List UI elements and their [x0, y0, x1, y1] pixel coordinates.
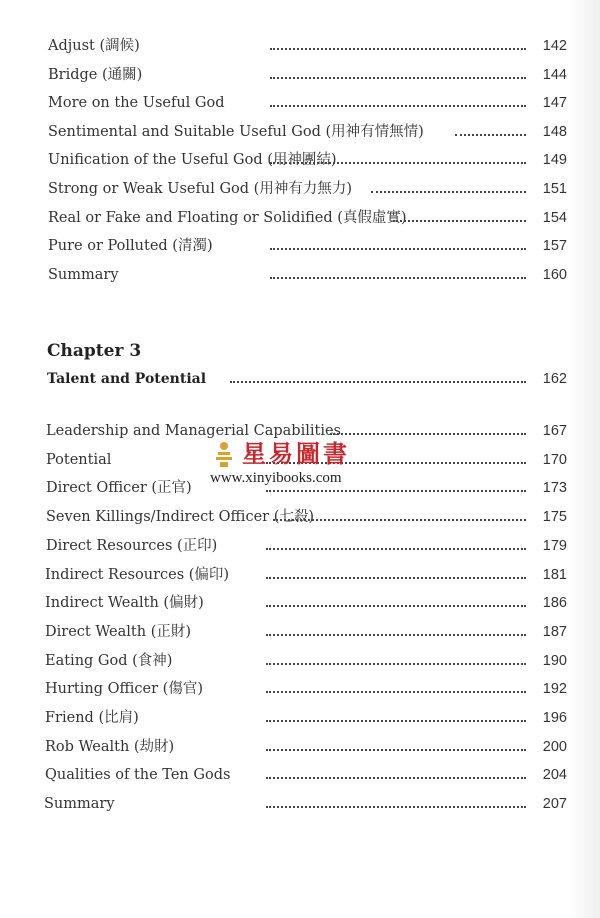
toc-entry-page: 157: [542, 238, 567, 254]
dot-leader: [371, 191, 526, 193]
dot-leader: [266, 806, 526, 808]
dot-leader: [266, 634, 526, 636]
chapter-title-entry: [0, 366, 600, 392]
toc-entry-page: 192: [542, 681, 567, 697]
toc-entry-page: 187: [542, 624, 567, 640]
dot-leader: [266, 749, 526, 751]
toc-entry: [0, 33, 600, 59]
toc-entry-title: Rob Wealth (劫財): [45, 739, 175, 755]
toc-entry-title: Pure or Polluted (清濁): [48, 238, 213, 254]
toc-entry: [0, 233, 600, 259]
toc-entry-title: Direct Officer (正官): [46, 480, 192, 496]
chapter-number: Chapter 3: [47, 341, 142, 361]
dot-leader: [266, 777, 526, 779]
toc-entry-page: 144: [542, 67, 567, 83]
toc-entry-page: 186: [542, 595, 567, 611]
toc-entry-title: Qualities of the Ten Gods: [45, 767, 231, 783]
dot-leader: [270, 105, 526, 107]
toc-entry-page: 190: [542, 653, 567, 669]
toc-entry-page: 160: [542, 267, 567, 283]
toc-entry-page: 147: [542, 95, 567, 111]
toc-entry-page: 148: [542, 124, 567, 140]
toc-entry-title: Direct Wealth (正財): [45, 624, 192, 640]
toc-entry: [0, 504, 600, 530]
toc-entry: [0, 734, 600, 760]
toc-entry-title: Seven Killings/Indirect Officer (七殺): [46, 509, 315, 525]
toc-entry: [0, 147, 600, 173]
toc-entry-title: Indirect Resources (偏印): [45, 567, 230, 583]
toc-entry-page: 200: [542, 739, 567, 755]
toc-entry: [0, 648, 600, 674]
toc-entry: [0, 533, 600, 559]
dot-leader: [266, 720, 526, 722]
toc-entry-page: 162: [542, 371, 567, 387]
toc-entry-title: Talent and Potential: [47, 371, 207, 387]
dot-leader: [273, 519, 526, 521]
dot-leader: [270, 77, 526, 79]
toc-entry-page: 204: [542, 767, 567, 783]
publisher-logo-icon: [214, 440, 234, 468]
toc-entry-title: Strong or Weak Useful God (用神有力無力): [48, 181, 352, 197]
toc-entry-page: 142: [542, 38, 567, 54]
toc-entry-title: Bridge (通關): [48, 67, 143, 83]
dot-leader: [270, 162, 526, 164]
dot-leader: [266, 691, 526, 693]
toc-entry-page: 151: [542, 181, 567, 197]
toc-entry: [0, 90, 600, 116]
toc-entry-page: 179: [542, 538, 567, 554]
toc-entry-page: 154: [542, 210, 567, 226]
toc-entry-title: Friend (比肩): [45, 710, 139, 726]
dot-leader: [230, 381, 526, 383]
toc-entry-title: Real or Fake and Floating or Solidified (真假虛實): [48, 210, 407, 226]
toc-entry-title: Summary: [48, 267, 119, 283]
toc-entry: [0, 62, 600, 88]
toc-entry-title: Summary: [44, 796, 115, 812]
toc-entry-page: 196: [542, 710, 567, 726]
dot-leader: [266, 548, 526, 550]
toc-entry-page: 170: [542, 452, 567, 468]
toc-entry: [0, 205, 600, 231]
toc-entry: [0, 590, 600, 616]
dot-leader: [270, 48, 526, 50]
toc-entry: [0, 562, 600, 588]
dot-leader: [270, 277, 526, 279]
dot-leader: [455, 134, 526, 136]
toc-entry-title: Hurting Officer (傷官): [45, 681, 203, 697]
toc-entry-title: Direct Resources (正印): [46, 538, 218, 554]
toc-entry-page: 207: [542, 796, 567, 812]
toc-entry-page: 167: [542, 423, 567, 439]
toc-entry: [0, 619, 600, 645]
dot-leader: [330, 433, 526, 435]
publisher-watermark: [210, 436, 410, 496]
toc-entry: [0, 262, 600, 288]
toc-entry-page: 175: [542, 509, 567, 525]
dot-leader: [393, 220, 526, 222]
toc-entry-page: 181: [542, 567, 567, 583]
dot-leader: [266, 663, 526, 665]
toc-entry: [0, 176, 600, 202]
dot-leader: [266, 605, 526, 607]
toc-entry: [0, 119, 600, 145]
toc-entry: [0, 791, 600, 817]
toc-entry-title: Eating God (食神): [45, 653, 173, 669]
toc-entry-title: Sentimental and Suitable Useful God (用神有情無情): [48, 124, 424, 140]
toc-entry-title: Leadership and Managerial Capabilities: [46, 423, 341, 439]
toc-entry-title: Potential: [46, 452, 112, 468]
toc-entry-page: 173: [542, 480, 567, 496]
watermark-chinese-text: 星易圖書: [242, 439, 350, 468]
dot-leader: [266, 577, 526, 579]
toc-entry-title: Indirect Wealth (偏財): [45, 595, 204, 611]
watermark-url: www.xinyibooks.com: [210, 470, 342, 486]
toc-entry: [0, 676, 600, 702]
toc-entry: [0, 762, 600, 788]
toc-entry-title: More on the Useful God: [48, 95, 225, 111]
toc-entry-page: 149: [542, 152, 567, 168]
dot-leader: [270, 248, 526, 250]
toc-entry: [0, 705, 600, 731]
toc-entry-title: Adjust (調候): [48, 38, 140, 54]
toc-entry-title: Unification of the Useful God (用神團結): [48, 152, 337, 168]
